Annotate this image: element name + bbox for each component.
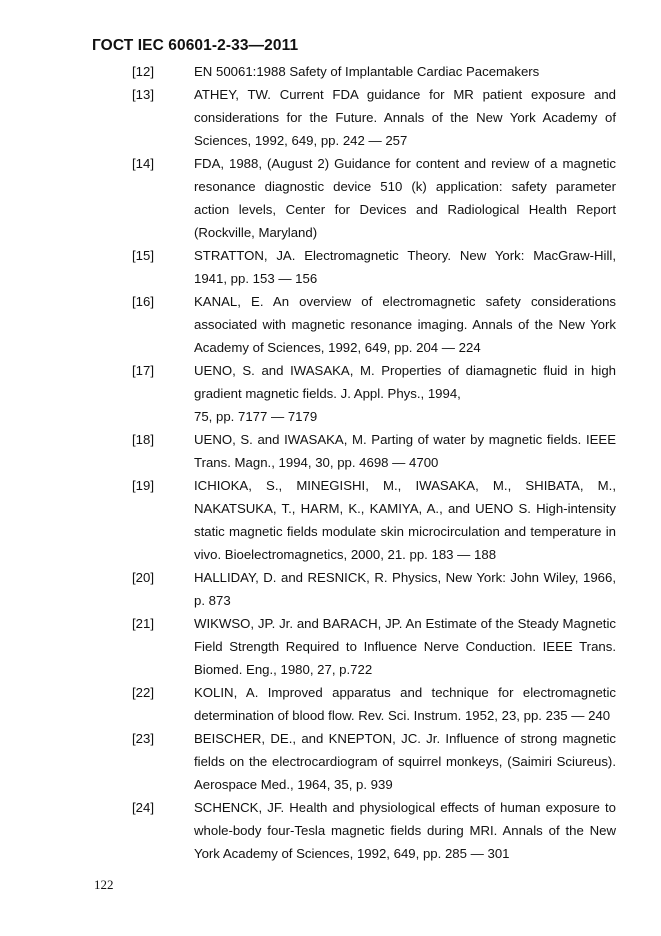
reference-number: [15]	[132, 248, 154, 263]
reference-number: [12]	[132, 64, 154, 79]
reference-item	[132, 60, 616, 83]
reference-text: BEISCHER, DE., and KNEPTON, JC. Jr. Influence of strong magnetic fields on the electrocardiogram of squirrel monkeys, (Saimiri Sciureus). Aerospace Med., 1964, 35, p. 939	[194, 731, 616, 792]
reference-number: [14]	[132, 156, 154, 171]
reference-text: EN 50061:1988 Safety of Implantable Cardiac Pacemakers	[194, 64, 540, 79]
reference-item	[132, 244, 616, 290]
reference-text: WIKWSO, JP. Jr. and BARACH, JP. An Estimate of the Steady Magnetic Field Strength Required to Influence Nerve Conduction. IEEE Trans. Biomed. Eng., 1980, 27, p.722	[194, 616, 616, 677]
reference-number: [13]	[132, 87, 154, 102]
reference-item	[132, 290, 616, 359]
reference-number: [18]	[132, 432, 154, 447]
reference-text-block	[194, 359, 616, 428]
reference-text-continued: 75, pp. 7177 — 7179	[194, 409, 318, 424]
reference-item	[132, 796, 616, 865]
reference-item	[132, 727, 616, 796]
reference-number: [22]	[132, 685, 154, 700]
reference-item	[132, 681, 616, 727]
reference-item	[132, 474, 616, 566]
reference-text: HALLIDAY, D. and RESNICK, R. Physics, New York: John Wiley, 1966, p. 873	[194, 570, 616, 608]
reference-text: KOLIN, A. Improved apparatus and technique for electromagnetic determination of blood flow. Rev. Sci. Instrum. 1952, 23, pp. 235 — 240	[194, 685, 616, 723]
reference-text: UENO, S. and IWASAKA, M. Properties of diamagnetic fluid in high gradient magnetic fields. J. Appl. Phys., 1994,	[194, 363, 616, 401]
reference-item	[132, 152, 616, 244]
reference-number: [17]	[132, 363, 154, 378]
reference-number: [23]	[132, 731, 154, 746]
page-number: 122	[94, 877, 114, 892]
reference-item	[132, 359, 616, 428]
reference-text: ICHIOKA, S., MINEGISHI, M., IWASAKA, M., SHIBATA, M., NAKATSUKA, T., HARM, K., KAMIYA, A., and UENO S. High-intensity static magnetic fields modulate skin microcirculation and temperature in vivo. Bioelectromagnetics, 2000, 21. pp. 183 — 188	[194, 478, 616, 562]
reference-text: SCHENCK, JF. Health and physiological effects of human exposure to whole-body four-Tesla magnetic fields during MRI. Annals of the New York Academy of Sciences, 1992, 649, pp. 285 — 301	[194, 800, 616, 861]
reference-number: [21]	[132, 616, 154, 631]
reference-item	[132, 83, 616, 152]
reference-text: ATHEY, TW. Current FDA guidance for MR patient exposure and considerations for the Future. Annals of the New York Academy of Sciences, 1992, 649, pp. 242 — 257	[194, 87, 616, 148]
reference-text: FDA, 1988, (August 2) Guidance for content and review of a magnetic resonance diagnostic device 510 (k) application: safety parameter action levels, Center for Devices and Radiological Health Report (Rockville, Maryland)	[194, 156, 616, 240]
reference-item	[132, 566, 616, 612]
reference-text: UENO, S. and IWASAKA, M. Parting of water by magnetic fields. IEEE Trans. Magn., 1994, 30, pp. 4698 — 4700	[194, 432, 616, 470]
document-header: ГОСТ IEC 60601-2-33—2011	[92, 37, 299, 54]
reference-item	[132, 612, 616, 681]
reference-number: [20]	[132, 570, 154, 585]
reference-item	[132, 428, 616, 474]
reference-text: KANAL, E. An overview of electromagnetic safety considerations associated with magnetic resonance imaging. Annals of the New York Academy of Sciences, 1992, 649, pp. 204 — 224	[194, 294, 616, 355]
reference-list	[132, 60, 616, 865]
reference-number: [19]	[132, 478, 154, 493]
reference-text: STRATTON, JA. Electromagnetic Theory. New York: MacGraw-Hill, 1941, pp. 153 — 156	[194, 248, 616, 286]
reference-number: [24]	[132, 800, 154, 815]
reference-number: [16]	[132, 294, 154, 309]
